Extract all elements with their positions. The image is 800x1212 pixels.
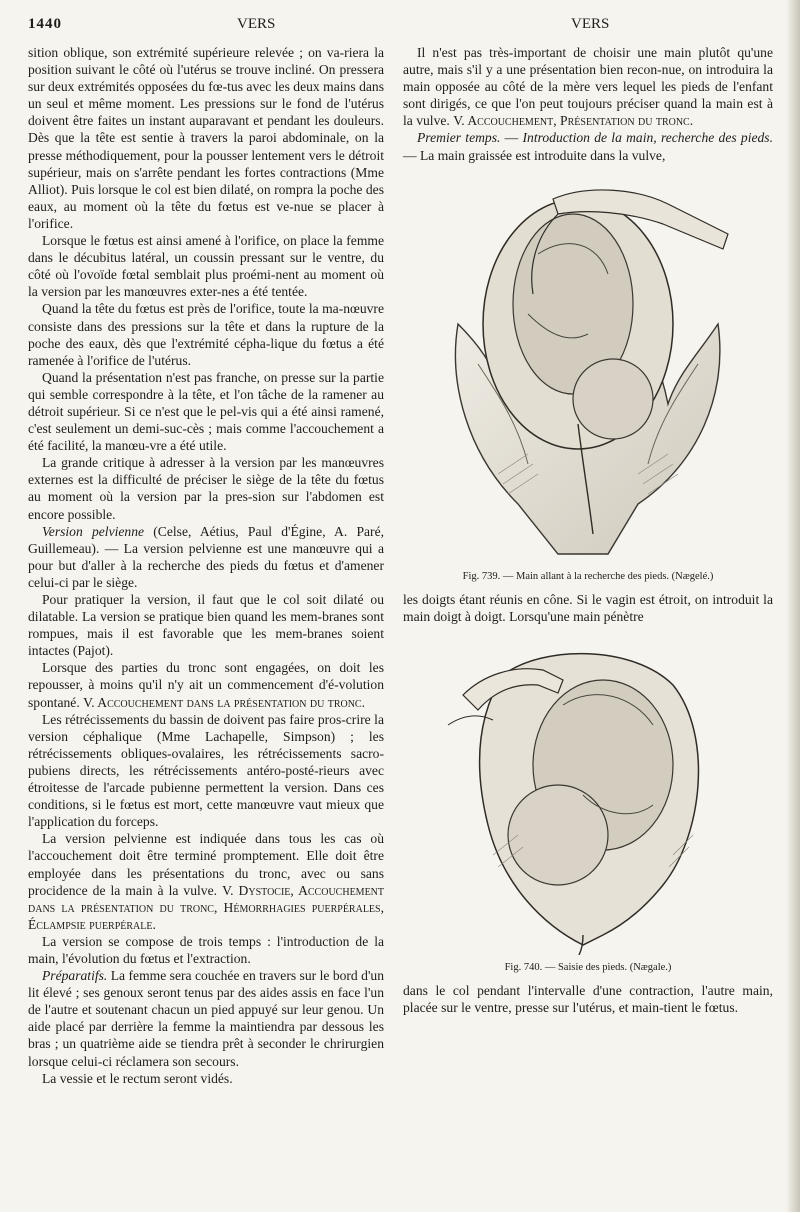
cross-reference: V. Accouchement, Présentation du tronc. [453, 113, 694, 129]
paragraph: Lorsque le fœtus est ainsi amené à l'orifice, on place la femme dans le décubitus latéral, un coussin pressant sur le ventre, du côté où l'ovoïde fœtal semblait plus proémi-nent au moment où la version par les manœuvres exter-nes a été tentée. [28, 233, 384, 300]
paragraph-text: La version pelvienne est indiquée dans tous les cas où l'accouchement doit être terminé promptement. Elle doit être employée dans les présentations du tronc, avec ou sans procidence de la main à la vulve. [28, 831, 384, 898]
paragraph-text: Lorsque des parties du tronc sont engagées, on doit les repousser, à moins qu'il n'y ait un commencement d'é-volution spontané. [28, 660, 384, 710]
page-number: 1440 [28, 16, 62, 32]
premier-temps-subtitle: Introduction de la main, recherche des pieds. [522, 130, 773, 146]
cross-reference: V. Dystocie, Accouchement dans la présentation du tronc, Hémorrhagies puerpérales, Éclampsie puerpérale. [28, 882, 385, 932]
paragraph-text: La femme sera couchée en travers sur le bord d'un lit élevé ; ses genoux seront tenus par des aides assis en face l'un de l'autre et soutenant chacun un pied appuyé sur leur genou. Un aide placé par derrière la femme la maintiendra par dessous les bras ; un quatrième aide se tiendra prêt à seconder le chrirurgien lorsque celui-ci réclamera son secours. [28, 968, 384, 1069]
figure-caption: Fig. 740. — Saisie des pieds. (Nægale.) [504, 961, 672, 973]
paragraph: La version se compose de trois temps : l'introduction de la main, l'évolution du fœtus et l'extraction. [28, 933, 384, 966]
figure-739 [403, 174, 773, 585]
premier-temps-title: Premier temps. [417, 130, 501, 146]
paragraph: Les rétrécissements du bassin de doivent pas faire pros-crire la version céphalique (Mme Lachapelle, Simpson) ; les rétrécissements obliques-ovalaires, les rétrécissements sacro-pubiens directs, les rétrécissements antéro-posté-rieurs avec étroitesse de l'arcade pubienne permettent la version. Dans ces conditions, si le fœtus est mort, cette manœuvre vaut mieux que l'application du forceps. [28, 711, 384, 830]
paragraph: La vessie et le rectum seront vidés. [42, 1070, 233, 1086]
paragraph: Pour pratiquer la version, il faut que le col soit dilaté ou dilatable. La version se pratique bien quand les mem-branes sont rompues, mais il est favorable que les mem-branes soient intactes (Pajot). [28, 592, 384, 659]
paragraph: sition oblique, son extrémité supérieure relevée ; on va-riera la position suivant le côté où l'utérus se trouve incliné. On pressera sur deux extrémités opposées du fœ-tus avec les deux mains dans un seul et même moment. Les pressions sur le fond de l'utérus doivent être faites un instant auparavant et pendant les douleurs. Dès que la tête est sentie à travers la paroi abdominale, on la presse méthodiquement, pour la pousser lentement vers le détroit supérieur, mais on s'arrête pendant les fortes contractions (Mme Alliot). Puis lorsque le col est bien dilaté, on rompra la poche des eaux, au moment où la tête du fœtus est ve-nue se placer à l'orifice. [28, 45, 384, 231]
figure-740 [403, 635, 773, 976]
running-title-left: VERS [237, 16, 276, 32]
paragraph: Quand la tête du fœtus est près de l'orifice, toute la ma-nœuvre consiste dans des pressions sur la tête et dans la rupture de la poche des eaux, dès que l'extrémité cépha-lique du fœtus a été ramenée à l'orifice de l'utérus. [28, 301, 384, 368]
paragraph [28, 967, 384, 1070]
pelvis-illustration-hand-searching-feet [438, 174, 738, 564]
version-pelvienne-text: (Celse, Aétius, Paul d'Égine, A. Paré, Guillemeau). — La version pelvienne est une manœuvre qui a pour but d'aller à la recherche des pieds du fœtus et d'amener celui-ci par le siège. [28, 523, 384, 590]
figure-caption: Fig. 739. — Main allant à la recherche des pieds. (Nægelé.) [462, 570, 714, 582]
paragraph: dans le col pendant l'intervalle d'une contraction, l'autre main, placée sur le ventre, presse sur l'utérus, et main-tient le fœtus. [403, 983, 773, 1016]
paragraph [28, 659, 384, 710]
paragraph: Quand la présentation n'est pas franche, on presse sur la partie qui semble correspondre à la tête, et l'on tâche de la ramener au détroit supérieur. Si ce n'est que le pel-vis qui a été ainsi ramené, c'est seulement un demi-suc-cès ; mais comme l'accouchement a été facilité, la manœu-vre a été utile. [28, 369, 384, 454]
paragraph [28, 523, 384, 591]
paragraph: Premier temps. — Introduction de la main, recherche des pieds. — La main graissée est introduite dans la vulve, [403, 130, 773, 163]
cross-reference: V. Accouchement dans la présentation du tronc. [83, 694, 365, 710]
pelvis-illustration-grasping-feet [443, 635, 733, 955]
paragraph: La grande critique à adresser à la version par les manœuvres externes est la difficulté de préciser le siège de la tête du fœtus au moment où la version par la pres-sion sur l'abdomen est encore possible. [28, 455, 384, 522]
paragraph-text: Il n'est pas très-important de choisir une main plutôt qu'une autre, mais s'il y a une présentation bien recon-nue, on introduira la main opposée au côté de la mère vers lequel les pieds de l'enfant sont dirigés, ce que l'on peut toujours préciser quand la main est à la vulve. [403, 45, 773, 129]
preparatifs-title: Préparatifs. [42, 968, 108, 984]
left-column [28, 44, 384, 1087]
running-header [0, 16, 800, 40]
right-column [403, 44, 773, 1016]
paragraph: les doigts étant réunis en cône. Si le vagin est étroit, on introduit la main doigt à doigt. Lorsqu'une main pénètre [403, 591, 773, 624]
page-edge-shadow [786, 0, 800, 1212]
paragraph [403, 44, 773, 129]
version-pelvienne-title: Version pelvienne [42, 523, 145, 539]
running-title-right: VERS [571, 16, 610, 32]
paragraph-text: — La main graissée est introduite dans la vulve, [403, 147, 666, 163]
paragraph [28, 830, 384, 933]
